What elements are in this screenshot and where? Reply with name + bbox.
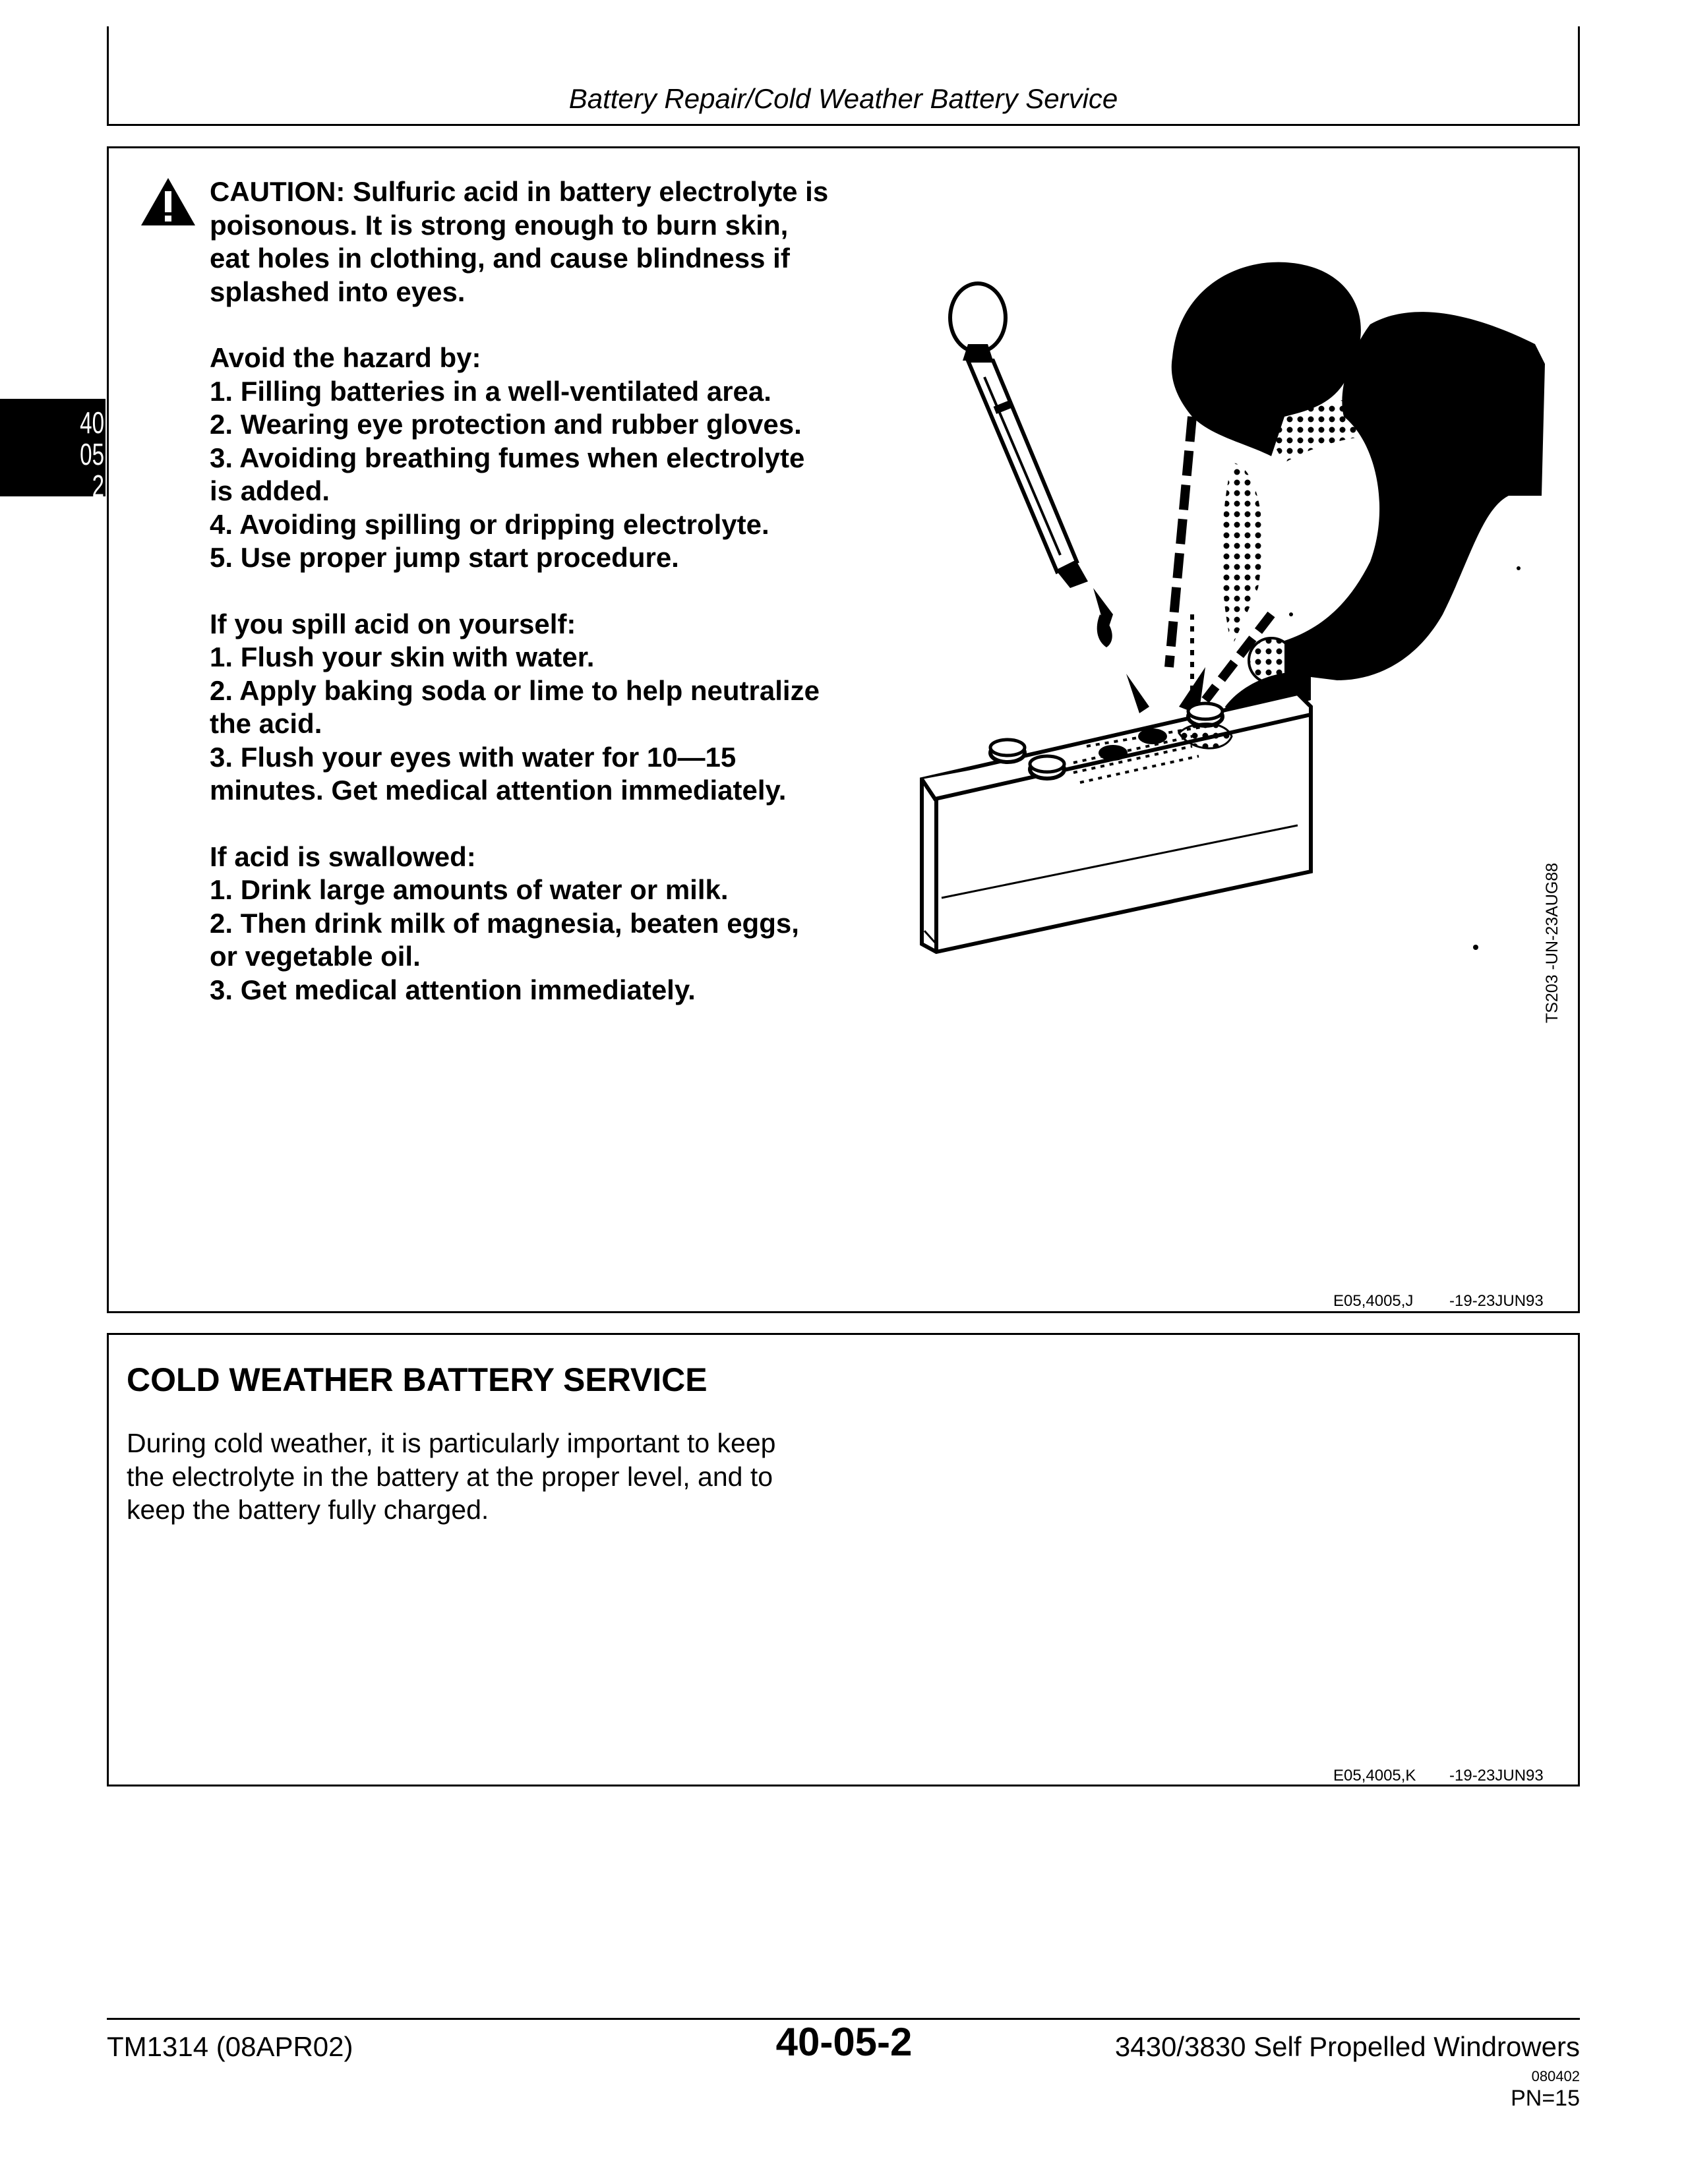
header-frame-bottom [107,124,1580,126]
spill-item: 1. Flush your skin with water. [210,641,595,672]
caution-line: CAUTION: Sulfuric acid in battery electrolyte is [210,176,829,207]
warning-triangle-icon [140,177,196,227]
avoid-item: is added. [210,475,330,506]
battery-acid-hazard-illustration [915,245,1548,1023]
reference-date: -19-23JUN93 [1449,1767,1544,1785]
side-tab-line: 40 [80,405,104,440]
footer-pn: PN=15 [1511,2086,1580,2111]
side-tab-line: 05 [80,437,104,471]
section-side-tab [0,399,106,503]
swallow-item: 3. Get medical attention immediately. [210,974,696,1005]
swallow-item: 2. Then drink milk of magnesia, beaten eggs, [210,907,799,939]
spill-item: minutes. Get medical attention immediately. [210,775,787,806]
footer-product-name: 3430/3830 Self Propelled Windrowers [1114,2031,1580,2062]
swallow-item: or vegetable oil. [210,941,421,972]
caution-line: splashed into eyes. [210,276,466,307]
swallow-item: 1. Drink large amounts of water or milk. [210,874,729,905]
caution-text-block [210,175,889,1007]
section-body [127,1427,826,1527]
spill-heading: If you spill acid on yourself: [210,608,576,639]
caution-line: eat holes in clothing, and cause blindness if [210,243,790,274]
reference-code: E05,4005,K [1333,1767,1416,1785]
avoid-item: 5. Use proper jump start procedure. [210,542,679,573]
caution-line: poisonous. It is strong enough to burn skin, [210,209,789,241]
footer-page-number: 40-05-2 [775,2020,913,2064]
footer-manual-id: TM1314 (08APR02) [107,2031,353,2062]
cold-weather-box [107,1333,1580,1786]
page-header-title: Battery Repair/Cold Weather Battery Service [568,83,1118,114]
swallow-heading: If acid is swallowed: [210,841,476,872]
svg-text:✱: ✱ [1186,367,1208,397]
reference-date: -19-23JUN93 [1449,1292,1544,1310]
side-tab-line: 2 [92,469,104,503]
footer-date-code: 080402 [1531,2068,1580,2084]
spill-item: 3. Flush your eyes with water for 10—15 [210,741,737,773]
avoid-item: 2. Wearing eye protection and rubber gloves. [210,409,802,440]
spill-item: the acid. [210,708,322,739]
body-line: keep the battery fully charged. [127,1494,489,1525]
reference-code: E05,4005,J [1333,1292,1414,1310]
spill-item: 2. Apply baking soda or lime to help neutralize [210,674,820,706]
body-line: the electrolyte in the battery at the proper level, and to [127,1461,773,1492]
body-line: During cold weather, it is particularly important to keep [127,1428,776,1458]
avoid-item: 4. Avoiding spilling or dripping electrolyte. [210,508,769,540]
avoid-heading: Avoid the hazard by: [210,342,481,373]
avoid-item: 1. Filling batteries in a well-ventilated area. [210,375,771,407]
figure-id-label: TS203 -UN-23AUG88 [1543,862,1561,1023]
avoid-item: 3. Avoiding breathing fumes when electrolyte [210,442,805,473]
section-title: COLD WEATHER BATTERY SERVICE [127,1361,708,1398]
